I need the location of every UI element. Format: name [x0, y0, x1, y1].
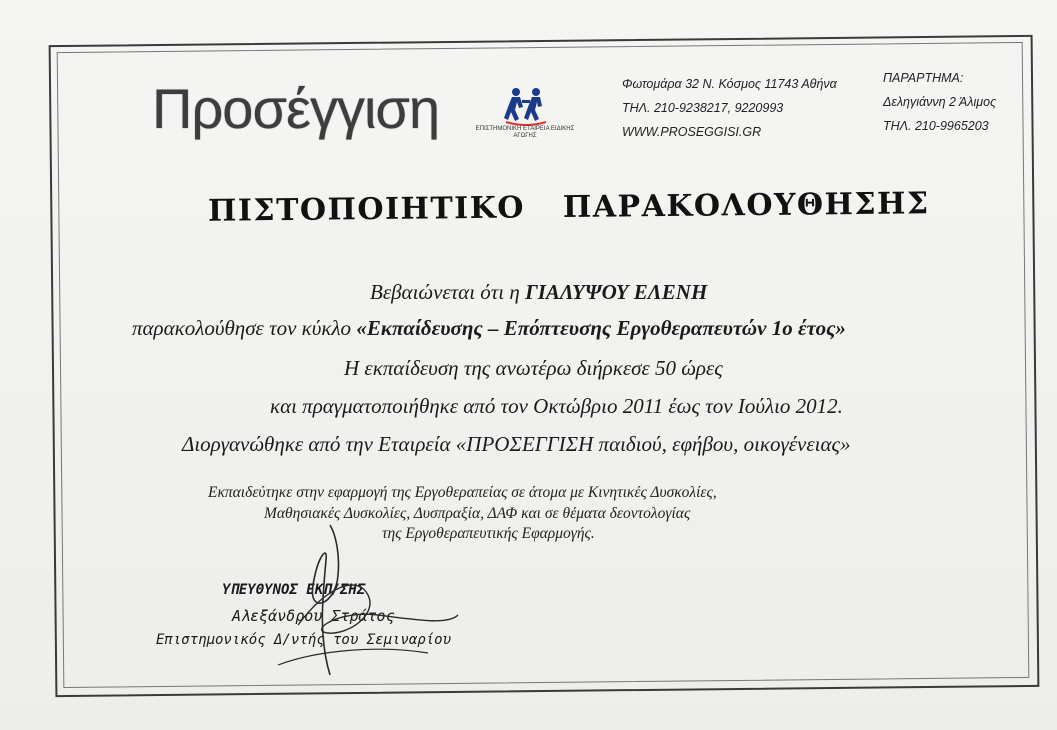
emblem-caption: ΕΠΙΣΤΗΜΟΝΙΚΗ ΕΤΑΙΡΕΙΑ ΕΙΔΙΚΗΣ ΑΓΩΓΗΣ	[475, 126, 575, 139]
branch-address-block	[883, 66, 996, 138]
training-detail-1: Εκπαιδεύτηκε στην εφαρμογή της Εργοθεραπείας σε άτομα με Κινητικές Δυσκολίες,	[208, 484, 717, 501]
title-part-2: ΠΑΡΑΚΟΛΟΥΘΗΣΗΣ	[562, 186, 930, 226]
main-address-phone: ΤΗΛ. 210-9238217, 9220993	[622, 101, 784, 115]
company-logo-text: Προσέγγιση	[152, 77, 440, 140]
branch-phone: ΤΗΛ. 210-9965203	[883, 119, 989, 133]
branch-label: ΠΑΡΑΡΤΗΜΑ:	[883, 71, 964, 85]
signatory-role: ΥΠΕΥΘΥΝΟΣ ΕΚΠ/ΣΗΣ	[222, 582, 366, 598]
main-address-street: Φωτομάρα 32 Ν. Κόσμος 11743 Αθήνα	[622, 77, 837, 91]
branch-street: Δεληγιάννη 2 Άλιμος	[883, 95, 997, 109]
course-prefix: παρακολούθησε τον κύκλο	[132, 316, 357, 340]
main-address-block	[622, 72, 837, 144]
duration-line: Η εκπαίδευση της ανωτέρω διήρκεσε 50 ώρες	[344, 356, 723, 380]
training-detail-3: της Εργοθεραπευτικής Εφαρμογής.	[382, 525, 595, 542]
attestation-line	[370, 280, 707, 305]
attestation-prefix: Βεβαιώνεται ότι η	[370, 280, 526, 304]
title-part-1: ΠΙΣΤΟΠΟΙΗΤΙΚΟ	[207, 190, 526, 229]
course-name: «Εκπαίδευσης – Επόπτευσης Εργοθεραπευτών 1ο έτος»	[356, 316, 846, 340]
organizer-line: Διοργανώθηκε από την Εταιρεία «ΠΡΟΣΕΓΓΙΣΗ παιδιού, εφήβου, οικογένειας»	[182, 432, 851, 456]
period-line: και πραγματοποιήθηκε από τον Οκτώβριο 2011 έως τον Ιούλιο 2012.	[270, 394, 843, 418]
main-address-website: WWW.PROSEGGISI.GR	[622, 125, 762, 139]
recipient-name: ΓΙΑΛΥΨΟΥ ΕΛΕΝΗ	[525, 280, 708, 304]
training-detail-2: Μαθησιακές Δυσκολίες, Δυσπραξία, ΔΑΦ και σε θέματα δεοντολογίας	[264, 505, 691, 522]
signatory-name: Αλεξάνδρου Στράτος	[232, 607, 395, 625]
signatory-title: Επιστημονικός Δ/ντής του Σεμιναρίου	[156, 632, 452, 648]
course-line	[132, 316, 846, 341]
